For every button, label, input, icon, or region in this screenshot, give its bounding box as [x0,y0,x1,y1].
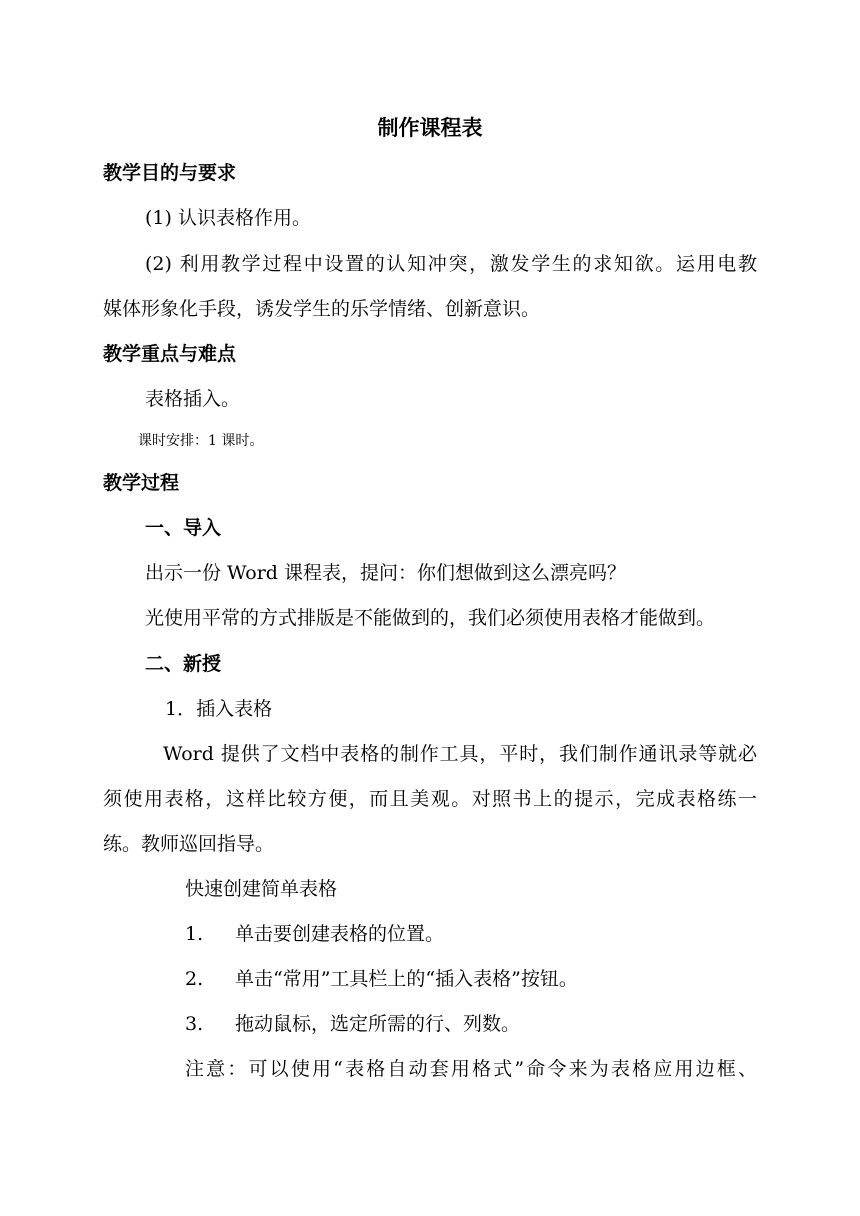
key-points-content: 表格插入。 [145,388,241,410]
list-text: 单击要创建表格的位置。 [235,923,445,945]
subsection-heading-new-lesson: 二、新授 [145,653,222,675]
objective-item-1: (1) 认识表格作用。 [145,207,311,229]
paragraph-line-3: 练。教师巡回指导。 [103,833,275,855]
list-item [185,1011,520,1037]
page-title: 制作课程表 [377,116,483,140]
paragraph-line-1: Word 提供了文档中表格的制作工具，平时，我们制作通讯录等就必 [163,743,757,765]
insert-table-heading: 1．插入表格 [165,698,273,720]
list-number: 3. [185,1013,204,1035]
objective-item-2-line-1: (2) 利用教学过程中设置的认知冲突，激发学生的求知欲。运用电教 [145,253,757,275]
subsection-heading-intro: 一、导入 [145,517,222,539]
section-heading-process: 教学过程 [103,472,180,494]
list-item [185,966,578,992]
class-hours: 课时安排：1 课时。 [138,433,264,449]
list-number: 2. [185,968,204,990]
section-heading-key-points: 教学重点与难点 [103,343,237,365]
paragraph-line-2: 须使用表格，这样比较方便，而且美观。对照书上的提示，完成表格练一 [103,788,757,810]
intro-line-1: 出示一份 Word 课程表，提问：你们想做到这么漂亮吗？ [145,562,627,584]
note-line: 注意：可以使用“表格自动套用格式”命令来为表格应用边框、 [185,1058,757,1080]
list-text: 单击“常用”工具栏上的“插入表格”按钮。 [235,968,578,990]
objective-item-2-line-2: 媒体形象化手段，诱发学生的乐学情绪、创新意识。 [103,298,541,320]
intro-line-2: 光使用平常的方式排版是不能做到的，我们必须使用表格才能做到。 [145,607,716,629]
list-number: 1. [185,923,204,945]
list-text: 拖动鼠标，选定所需的行、列数。 [235,1013,521,1035]
list-item [185,921,444,947]
section-heading-objectives: 教学目的与要求 [103,162,237,184]
quick-create-title: 快速创建简单表格 [185,878,338,900]
